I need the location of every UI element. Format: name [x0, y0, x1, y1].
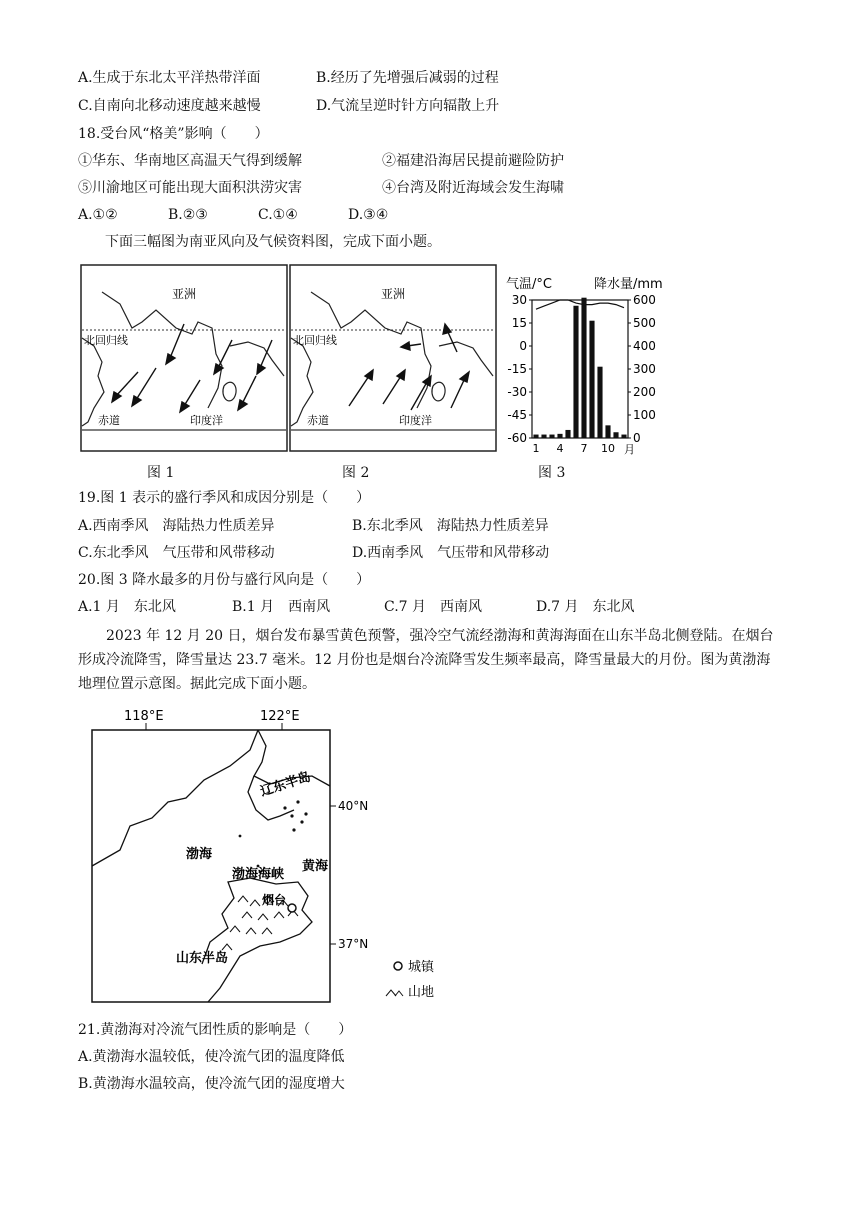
q18-item-1: ①华东、华南地区高温天气得到缓解 — [78, 153, 302, 169]
x-tick-label: 10 — [601, 442, 615, 455]
bohai-map — [80, 706, 460, 1008]
bohai-label: 渤海 — [186, 847, 213, 862]
fig2-tropic-label: 北回归线 — [293, 334, 337, 347]
fig2-asia-label: 亚洲 — [380, 287, 406, 301]
q21-option-b: B.黄渤海水温较高，使冷流气团的湿度增大 — [78, 1076, 345, 1092]
q21-option-a: A.黄渤海水温较低，使冷流气团的温度降低 — [78, 1049, 345, 1065]
q18-item-4: ④台湾及附近海域会发生海啸 — [382, 180, 564, 196]
left-tick-label: 0 — [519, 339, 527, 353]
legend-town-icon — [394, 962, 402, 970]
yellow-sea-label: 黄海 — [302, 859, 329, 874]
q19-option-c: C.东北季风 气压带和风带移动 — [78, 545, 275, 561]
precipitation-bar — [557, 434, 562, 438]
q18-item-3: ⑤川渝地区可能出现大面积洪涝灾害 — [78, 180, 302, 196]
precipitation-bar — [621, 435, 626, 438]
lat-37-label: 37°N — [338, 937, 369, 951]
q18-option-d: D.③④ — [348, 207, 389, 223]
precipitation-bar — [541, 435, 546, 438]
q20-option-a: A.1 月 东北风 — [78, 599, 176, 615]
intro-21: 2023 年 12 月 20 日，烟台发布暴雪黄色预警，强冷空气流经渤海和黄海海面在山东半岛北侧登陆。在烟台形成冷流降雪，降雪量达 23.7 毫米。12 月份也是烟台冷流降雪发生频率最高，降雪量最大的月份。图为黄渤海地理位置示意图。据此完成下面小题。 — [78, 628, 774, 692]
right-tick-label: 300 — [633, 362, 656, 376]
left-tick-label: -15 — [507, 362, 527, 376]
precipitation-bar — [573, 306, 578, 438]
right-tick-label: 400 — [633, 339, 656, 353]
precipitation-bar — [581, 298, 586, 438]
figure-1-map — [80, 264, 288, 452]
right-tick-label: 600 — [633, 293, 656, 307]
temperature-line — [536, 300, 624, 309]
precipitation-bar — [589, 321, 594, 438]
figure-3-caption: 图 3 — [538, 465, 566, 481]
precipitation-bar — [613, 432, 618, 438]
lat-40-label: 40°N — [338, 799, 369, 813]
fig1-asia-label: 亚洲 — [171, 287, 197, 301]
shandong-label: 山东半岛 — [176, 951, 229, 966]
right-tick-label: 200 — [633, 385, 656, 399]
q18-option-c: C.①④ — [258, 207, 298, 223]
q17-option-b: B.经历了先增强后减弱的过程 — [316, 70, 499, 86]
yantai-label: 烟台 — [262, 893, 287, 907]
intro-19-20: 下面三幅图为南亚风向及气候资料图，完成下面小题。 — [105, 234, 441, 250]
q20-option-d: D.7 月 东北风 — [536, 599, 635, 615]
figure-2-caption: 图 2 — [342, 465, 370, 481]
q20-option-c: C.7 月 西南风 — [384, 599, 483, 615]
precipitation-bar — [597, 367, 602, 438]
q18-stem: 18.受台风“格美”影响（ ） — [78, 126, 269, 142]
precipitation-bar — [605, 425, 610, 438]
legend-mountain-icon — [386, 990, 403, 996]
liaodong-label: 辽东半岛 — [258, 769, 313, 800]
lon-122-label: 122°E — [260, 709, 300, 724]
q19-option-a: A.西南季风 海陆热力性质差异 — [78, 518, 275, 534]
fig1-ocean-label: 印度洋 — [190, 414, 223, 427]
left-tick-label: -45 — [507, 408, 527, 422]
q19-option-d: D.西南季风 气压带和风带移动 — [352, 545, 550, 561]
legend-mountain-label: 山地 — [408, 985, 435, 1000]
q18-option-b: B.②③ — [168, 207, 208, 223]
fig1-tropic-label: 北回归线 — [84, 334, 128, 347]
q20-stem: 20.图 3 降水最多的月份与盛行风向是（ ） — [78, 572, 371, 588]
left-tick-label: 30 — [511, 293, 527, 307]
x-tick-label: 7 — [580, 442, 588, 455]
x-tick-label: 4 — [556, 442, 564, 455]
q18-item-2: ②福建沿海居民提前避险防护 — [382, 153, 564, 169]
q18-option-a: A.①② — [78, 207, 118, 223]
fig2-ocean-label: 印度洋 — [399, 414, 432, 427]
fig2-equator-label: 赤道 — [307, 414, 329, 427]
q20-option-b: B.1 月 西南风 — [232, 599, 331, 615]
left-tick-label: -60 — [507, 431, 527, 445]
q17-option-d: D.气流呈逆时针方向辐散上升 — [316, 98, 500, 114]
figure-3-climate-chart — [500, 270, 670, 456]
legend-town-label: 城镇 — [408, 960, 435, 975]
chart-x-unit: 月 — [624, 443, 635, 456]
x-tick-label: 1 — [532, 442, 540, 455]
chart-plot-frame — [532, 300, 628, 438]
lon-118-label: 118°E — [124, 709, 164, 724]
precipitation-bar — [549, 435, 554, 438]
strait-label: 渤海海峡 — [232, 867, 285, 882]
left-tick-label: 15 — [511, 316, 527, 330]
q19-option-b: B.东北季风 海陆热力性质差异 — [352, 518, 549, 534]
q21-stem: 21.黄渤海对冷流气团性质的影响是（ ） — [78, 1022, 353, 1038]
q17-option-c: C.自南向北移动速度越来越慢 — [78, 98, 261, 114]
right-tick-label: 100 — [633, 408, 656, 422]
precipitation-bar — [565, 430, 570, 438]
right-tick-label: 500 — [633, 316, 656, 330]
yantai-town-marker — [288, 904, 296, 912]
fig1-equator-label: 赤道 — [98, 414, 120, 427]
left-tick-label: -30 — [507, 385, 527, 399]
chart-right-axis-title: 降水量/mm — [594, 277, 663, 292]
chart-left-axis-title: 气温/°C — [506, 277, 552, 292]
figure-1-caption: 图 1 — [147, 465, 175, 481]
q17-option-a: A.生成于东北太平洋热带洋面 — [78, 70, 261, 86]
figure-2-map — [289, 264, 497, 452]
q19-stem: 19.图 1 表示的盛行季风和成因分别是（ ） — [78, 490, 371, 506]
precipitation-bar — [533, 435, 538, 438]
right-tick-label: 0 — [633, 431, 641, 445]
